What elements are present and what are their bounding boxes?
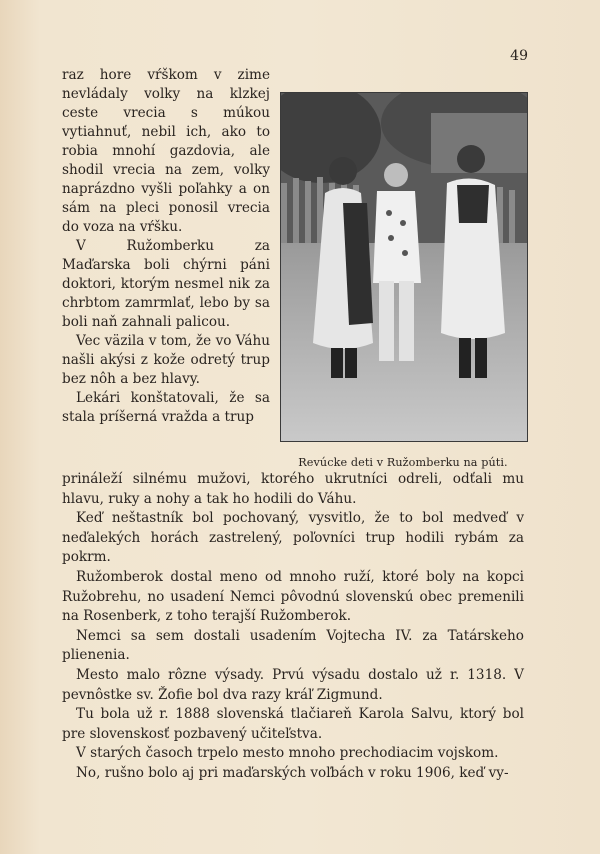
paragraph: V starých časoch trpelo mesto mnoho prechodiacim vojskom. xyxy=(76,745,499,762)
paragraph: Tu bola už r. 1888 slovenská tlačiareň Karola Salvu, ktorý bol pre slovenskosť pozbavený učiteľstva. xyxy=(62,706,524,742)
paragraph: V Ružomberku za Maďarska boli chýrni páni doktori, ktorým nesmel nik za chrbtom zamrmlať, lebo by sa boli naň zahnali palicou. xyxy=(62,238,270,330)
paragraph: prináleží silnému mužovi, ktorého ukrutníci odreli, odťali mu hlavu, ruky a nohy a tak ho hodili do Váhu. xyxy=(62,471,524,507)
figure-caption: Revúcke deti v Ružomberku na púti. xyxy=(298,456,508,469)
paragraph: Ružomberok dostal meno od mnoho ruží, ktoré boly na kopci Ružobrehu, no usadení Nemci pôvodnú slovenskú obec premenili na Rosenberk, z toho terajší Ružomberok. xyxy=(62,568,524,625)
paragraph: raz hore vŕškom v zime nevládaly volky na klzkej ceste vrecia s múkou vytiahnuť, nebil ich, ako to robia mnohí gazdovia, ale shodil vrecia na zem, volky naprázdno vyšli poľahky a on sám na pleci ponosil vrecia do voza na vŕšku. xyxy=(62,67,270,235)
paragraph: Mesto malo rôzne výsady. Prvú výsadu dostalo už r. 1318. V pevnôstke sv. Žofie bol dva razy kráľ Zigmund. xyxy=(62,666,524,703)
paragraph: Nemci sa sem dostali usadením Vojtecha IV. za Tatárskeho plienenia. xyxy=(62,627,524,664)
paragraph: No, rušno bolo aj pri maďarských voľbách v roku 1906, keď vy- xyxy=(76,764,509,781)
page-number: 49 xyxy=(510,48,528,64)
left-text-column xyxy=(62,66,270,427)
photo-children-in-folk-costume xyxy=(280,92,528,442)
paragraph: Lekári konštatovali, že sa stala príšerná vražda a trup xyxy=(62,390,270,425)
paragraph: Vec väzila v tom, že vo Váhu našli akýsi z kože odretý trup bez nôh a bez hlavy. xyxy=(62,333,270,387)
paragraph: Keď neštastník bol pochovaný, vysvitlo, že to bol medveď v neďalekých horách zastrelený, poľovníci trup hodili rybám za pokrm. xyxy=(62,510,524,566)
full-width-text xyxy=(62,470,524,784)
figure xyxy=(280,92,526,469)
